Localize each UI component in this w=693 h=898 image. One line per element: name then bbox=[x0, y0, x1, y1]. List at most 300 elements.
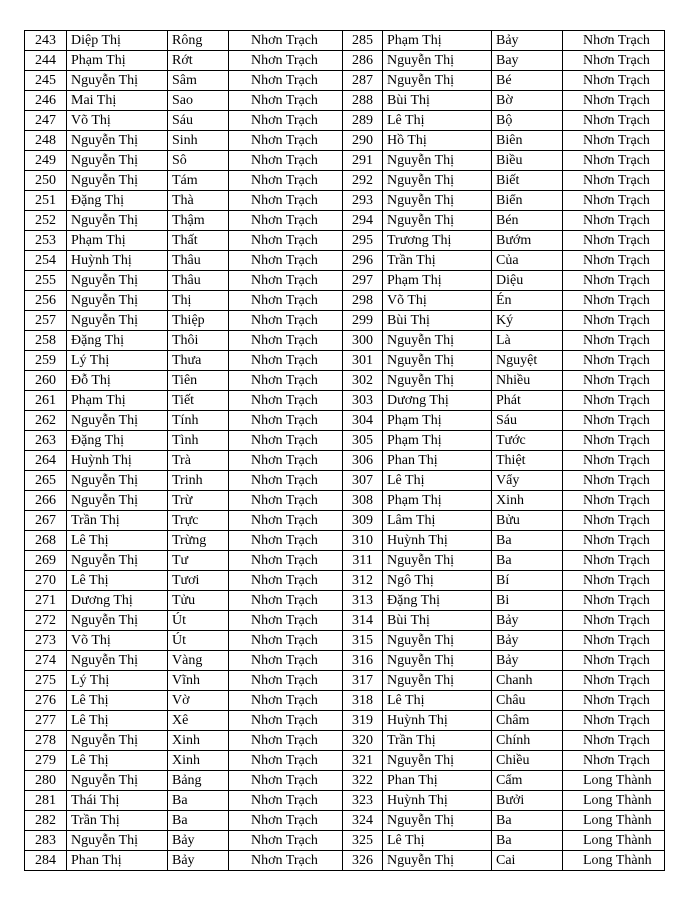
given-name-cell: Biển bbox=[492, 191, 563, 211]
family-name-cell: Nguyễn Thị bbox=[383, 551, 492, 571]
given-name-cell: Tiết bbox=[168, 391, 229, 411]
family-name-cell: Ngô Thị bbox=[383, 571, 492, 591]
district-cell: Nhơn Trạch bbox=[563, 711, 665, 731]
entry-number-cell: 298 bbox=[343, 291, 383, 311]
entry-number-cell: 285 bbox=[343, 31, 383, 51]
district-cell: Nhơn Trạch bbox=[229, 751, 343, 771]
family-name-cell: Phạm Thị bbox=[383, 271, 492, 291]
family-name-cell: Nguyễn Thị bbox=[67, 491, 168, 511]
family-name-cell: Nguyễn Thị bbox=[67, 831, 168, 851]
district-cell: Nhơn Trạch bbox=[229, 651, 343, 671]
district-cell: Nhơn Trạch bbox=[229, 691, 343, 711]
given-name-cell: Thậm bbox=[168, 211, 229, 231]
given-name-cell: Ba bbox=[492, 531, 563, 551]
given-name-cell: Trực bbox=[168, 511, 229, 531]
district-cell: Nhơn Trạch bbox=[229, 151, 343, 171]
district-cell: Nhơn Trạch bbox=[563, 651, 665, 671]
family-name-cell: Nguyễn Thị bbox=[383, 851, 492, 871]
family-name-cell: Nguyễn Thị bbox=[67, 611, 168, 631]
given-name-cell: Bửu bbox=[492, 511, 563, 531]
entry-number-cell: 320 bbox=[343, 731, 383, 751]
entry-number-cell: 299 bbox=[343, 311, 383, 331]
entry-number-cell: 293 bbox=[343, 191, 383, 211]
table-row bbox=[25, 471, 665, 491]
entry-number-cell: 259 bbox=[25, 351, 67, 371]
entry-number-cell: 309 bbox=[343, 511, 383, 531]
given-name-cell: Cẩm bbox=[492, 771, 563, 791]
entry-number-cell: 322 bbox=[343, 771, 383, 791]
given-name-cell: Trinh bbox=[168, 471, 229, 491]
family-name-cell: Diệp Thị bbox=[67, 31, 168, 51]
family-name-cell: Phạm Thị bbox=[67, 231, 168, 251]
table-row bbox=[25, 211, 665, 231]
family-name-cell: Lâm Thị bbox=[383, 511, 492, 531]
entry-number-cell: 324 bbox=[343, 811, 383, 831]
entry-number-cell: 290 bbox=[343, 131, 383, 151]
entry-number-cell: 243 bbox=[25, 31, 67, 51]
family-name-cell: Dương Thị bbox=[383, 391, 492, 411]
table-row bbox=[25, 571, 665, 591]
family-name-cell: Nguyễn Thị bbox=[383, 371, 492, 391]
district-cell: Nhơn Trạch bbox=[563, 131, 665, 151]
given-name-cell: Sô bbox=[168, 151, 229, 171]
table-row bbox=[25, 331, 665, 351]
district-cell: Nhơn Trạch bbox=[229, 331, 343, 351]
district-cell: Nhơn Trạch bbox=[229, 91, 343, 111]
table-row bbox=[25, 51, 665, 71]
entry-number-cell: 314 bbox=[343, 611, 383, 631]
given-name-cell: Sáu bbox=[168, 111, 229, 131]
district-cell: Nhơn Trạch bbox=[229, 671, 343, 691]
family-name-cell: Nguyễn Thị bbox=[383, 71, 492, 91]
family-name-cell: Nguyễn Thị bbox=[383, 51, 492, 71]
given-name-cell: Ba bbox=[492, 811, 563, 831]
table-row bbox=[25, 531, 665, 551]
entry-number-cell: 274 bbox=[25, 651, 67, 671]
table-row bbox=[25, 551, 665, 571]
family-name-cell: Lê Thị bbox=[383, 831, 492, 851]
family-name-cell: Nguyễn Thị bbox=[67, 171, 168, 191]
given-name-cell: Xê bbox=[168, 711, 229, 731]
entry-number-cell: 278 bbox=[25, 731, 67, 751]
district-cell: Nhơn Trạch bbox=[229, 471, 343, 491]
family-name-cell: Hồ Thị bbox=[383, 131, 492, 151]
given-name-cell: Cai bbox=[492, 851, 563, 871]
entry-number-cell: 319 bbox=[343, 711, 383, 731]
given-name-cell: Vờ bbox=[168, 691, 229, 711]
family-name-cell: Phan Thị bbox=[383, 451, 492, 471]
table-row bbox=[25, 411, 665, 431]
family-name-cell: Nguyễn Thị bbox=[383, 631, 492, 651]
given-name-cell: Sao bbox=[168, 91, 229, 111]
district-cell: Nhơn Trạch bbox=[229, 451, 343, 471]
district-cell: Nhơn Trạch bbox=[563, 671, 665, 691]
given-name-cell: Ba bbox=[168, 811, 229, 831]
given-name-cell: Chanh bbox=[492, 671, 563, 691]
family-name-cell: Nguyễn Thị bbox=[67, 311, 168, 331]
district-cell: Nhơn Trạch bbox=[563, 151, 665, 171]
entry-number-cell: 288 bbox=[343, 91, 383, 111]
given-name-cell: Bướm bbox=[492, 231, 563, 251]
entry-number-cell: 277 bbox=[25, 711, 67, 731]
district-cell: Nhơn Trạch bbox=[229, 271, 343, 291]
district-cell: Nhơn Trạch bbox=[563, 351, 665, 371]
given-name-cell: Chiều bbox=[492, 751, 563, 771]
given-name-cell: Bảy bbox=[492, 651, 563, 671]
family-name-cell: Lý Thị bbox=[67, 351, 168, 371]
given-name-cell: Thâu bbox=[168, 251, 229, 271]
family-name-cell: Lê Thị bbox=[383, 471, 492, 491]
district-cell: Nhơn Trạch bbox=[229, 351, 343, 371]
family-name-cell: Trần Thị bbox=[67, 811, 168, 831]
entry-number-cell: 297 bbox=[343, 271, 383, 291]
district-cell: Nhơn Trạch bbox=[563, 51, 665, 71]
table-row bbox=[25, 831, 665, 851]
entry-number-cell: 287 bbox=[343, 71, 383, 91]
entry-number-cell: 323 bbox=[343, 791, 383, 811]
given-name-cell: Út bbox=[168, 631, 229, 651]
given-name-cell: Bé bbox=[492, 71, 563, 91]
family-name-cell: Huỳnh Thị bbox=[67, 451, 168, 471]
district-cell: Nhơn Trạch bbox=[563, 591, 665, 611]
table-row bbox=[25, 671, 665, 691]
family-name-cell: Nguyễn Thị bbox=[67, 131, 168, 151]
table-row bbox=[25, 451, 665, 471]
given-name-cell: Bay bbox=[492, 51, 563, 71]
table-row bbox=[25, 171, 665, 191]
district-cell: Nhơn Trạch bbox=[229, 551, 343, 571]
family-name-cell: Phạm Thị bbox=[67, 51, 168, 71]
entry-number-cell: 295 bbox=[343, 231, 383, 251]
given-name-cell: Rông bbox=[168, 31, 229, 51]
given-name-cell: Vẩy bbox=[492, 471, 563, 491]
family-name-cell: Lê Thị bbox=[67, 571, 168, 591]
family-name-cell: Nguyễn Thị bbox=[383, 211, 492, 231]
entry-number-cell: 286 bbox=[343, 51, 383, 71]
family-name-cell: Huỳnh Thị bbox=[383, 531, 492, 551]
given-name-cell: Ba bbox=[168, 791, 229, 811]
given-name-cell: Thưa bbox=[168, 351, 229, 371]
district-cell: Nhơn Trạch bbox=[563, 431, 665, 451]
table-row bbox=[25, 711, 665, 731]
family-name-cell: Bùi Thị bbox=[383, 91, 492, 111]
table-row bbox=[25, 131, 665, 151]
entry-number-cell: 279 bbox=[25, 751, 67, 771]
family-name-cell: Nguyễn Thị bbox=[67, 551, 168, 571]
table-row bbox=[25, 811, 665, 831]
entry-number-cell: 271 bbox=[25, 591, 67, 611]
given-name-cell: Bí bbox=[492, 571, 563, 591]
entry-number-cell: 305 bbox=[343, 431, 383, 451]
given-name-cell: Thiệt bbox=[492, 451, 563, 471]
given-name-cell: Bưởi bbox=[492, 791, 563, 811]
table-row bbox=[25, 151, 665, 171]
given-name-cell: Xinh bbox=[492, 491, 563, 511]
entry-number-cell: 315 bbox=[343, 631, 383, 651]
district-cell: Long Thành bbox=[563, 791, 665, 811]
given-name-cell: Của bbox=[492, 251, 563, 271]
district-cell: Nhơn Trạch bbox=[563, 571, 665, 591]
entry-number-cell: 264 bbox=[25, 451, 67, 471]
table-row bbox=[25, 751, 665, 771]
district-cell: Nhơn Trạch bbox=[563, 751, 665, 771]
given-name-cell: Bảy bbox=[492, 631, 563, 651]
district-cell: Nhơn Trạch bbox=[563, 511, 665, 531]
entry-number-cell: 262 bbox=[25, 411, 67, 431]
family-name-cell: Đặng Thị bbox=[67, 191, 168, 211]
family-name-cell: Lê Thị bbox=[67, 711, 168, 731]
entry-number-cell: 254 bbox=[25, 251, 67, 271]
entry-number-cell: 289 bbox=[343, 111, 383, 131]
given-name-cell: Bảy bbox=[168, 851, 229, 871]
district-cell: Nhơn Trạch bbox=[229, 431, 343, 451]
district-cell: Nhơn Trạch bbox=[563, 531, 665, 551]
district-cell: Nhơn Trạch bbox=[229, 371, 343, 391]
entry-number-cell: 306 bbox=[343, 451, 383, 471]
family-name-cell: Lý Thị bbox=[67, 671, 168, 691]
district-cell: Nhơn Trạch bbox=[229, 491, 343, 511]
family-name-cell: Võ Thị bbox=[67, 631, 168, 651]
given-name-cell: Trừ bbox=[168, 491, 229, 511]
given-name-cell: Út bbox=[168, 611, 229, 631]
given-name-cell: Thâu bbox=[168, 271, 229, 291]
district-cell: Long Thành bbox=[563, 851, 665, 871]
given-name-cell: Châm bbox=[492, 711, 563, 731]
entry-number-cell: 292 bbox=[343, 171, 383, 191]
family-name-cell: Nguyễn Thị bbox=[383, 151, 492, 171]
family-name-cell: Trần Thị bbox=[67, 511, 168, 531]
district-cell: Nhơn Trạch bbox=[563, 551, 665, 571]
district-cell: Nhơn Trạch bbox=[229, 391, 343, 411]
district-cell: Nhơn Trạch bbox=[563, 271, 665, 291]
district-cell: Nhơn Trạch bbox=[563, 331, 665, 351]
given-name-cell: Ba bbox=[492, 831, 563, 851]
district-cell: Nhơn Trạch bbox=[229, 611, 343, 631]
family-name-cell: Nguyễn Thị bbox=[383, 671, 492, 691]
entry-number-cell: 302 bbox=[343, 371, 383, 391]
district-cell: Nhơn Trạch bbox=[563, 731, 665, 751]
given-name-cell: Biên bbox=[492, 131, 563, 151]
district-cell: Long Thành bbox=[563, 831, 665, 851]
district-cell: Nhơn Trạch bbox=[229, 311, 343, 331]
given-name-cell: Bảy bbox=[492, 611, 563, 631]
entry-number-cell: 270 bbox=[25, 571, 67, 591]
entry-number-cell: 296 bbox=[343, 251, 383, 271]
given-name-cell: Tước bbox=[492, 431, 563, 451]
given-name-cell: Thiệp bbox=[168, 311, 229, 331]
given-name-cell: Sáu bbox=[492, 411, 563, 431]
district-cell: Nhơn Trạch bbox=[229, 171, 343, 191]
entry-number-cell: 303 bbox=[343, 391, 383, 411]
district-cell: Nhơn Trạch bbox=[229, 791, 343, 811]
district-cell: Nhơn Trạch bbox=[229, 51, 343, 71]
given-name-cell: Vĩnh bbox=[168, 671, 229, 691]
entry-number-cell: 318 bbox=[343, 691, 383, 711]
district-cell: Nhơn Trạch bbox=[229, 531, 343, 551]
family-name-cell: Phạm Thị bbox=[383, 411, 492, 431]
given-name-cell: Thà bbox=[168, 191, 229, 211]
district-cell: Nhơn Trạch bbox=[229, 831, 343, 851]
family-name-cell: Mai Thị bbox=[67, 91, 168, 111]
table-row bbox=[25, 291, 665, 311]
family-name-cell: Lê Thị bbox=[67, 531, 168, 551]
table-row bbox=[25, 691, 665, 711]
district-cell: Nhơn Trạch bbox=[229, 811, 343, 831]
entry-number-cell: 265 bbox=[25, 471, 67, 491]
family-name-cell: Nguyễn Thị bbox=[67, 651, 168, 671]
entry-number-cell: 317 bbox=[343, 671, 383, 691]
district-cell: Nhơn Trạch bbox=[229, 211, 343, 231]
given-name-cell: Xinh bbox=[168, 751, 229, 771]
district-cell: Nhơn Trạch bbox=[229, 591, 343, 611]
district-cell: Nhơn Trạch bbox=[563, 631, 665, 651]
given-name-cell: Tươi bbox=[168, 571, 229, 591]
district-cell: Nhơn Trạch bbox=[563, 391, 665, 411]
table-row bbox=[25, 311, 665, 331]
family-name-cell: Lê Thị bbox=[383, 111, 492, 131]
given-name-cell: Nhiều bbox=[492, 371, 563, 391]
entry-number-cell: 294 bbox=[343, 211, 383, 231]
family-name-cell: Nguyễn Thị bbox=[67, 71, 168, 91]
family-name-cell: Trương Thị bbox=[383, 231, 492, 251]
entry-number-cell: 304 bbox=[343, 411, 383, 431]
district-cell: Nhơn Trạch bbox=[229, 771, 343, 791]
entry-number-cell: 256 bbox=[25, 291, 67, 311]
given-name-cell: Tư bbox=[168, 551, 229, 571]
district-cell: Long Thành bbox=[563, 811, 665, 831]
given-name-cell: Diệu bbox=[492, 271, 563, 291]
family-name-cell: Nguyễn Thị bbox=[383, 811, 492, 831]
entry-number-cell: 273 bbox=[25, 631, 67, 651]
family-name-cell: Nguyễn Thị bbox=[383, 191, 492, 211]
given-name-cell: Thị bbox=[168, 291, 229, 311]
family-name-cell: Phan Thị bbox=[383, 771, 492, 791]
district-cell: Nhơn Trạch bbox=[563, 71, 665, 91]
entry-number-cell: 267 bbox=[25, 511, 67, 531]
family-name-cell: Huỳnh Thị bbox=[67, 251, 168, 271]
district-cell: Nhơn Trạch bbox=[229, 411, 343, 431]
district-cell: Nhơn Trạch bbox=[563, 691, 665, 711]
entry-number-cell: 258 bbox=[25, 331, 67, 351]
family-name-cell: Võ Thị bbox=[383, 291, 492, 311]
entry-number-cell: 263 bbox=[25, 431, 67, 451]
district-cell: Nhơn Trạch bbox=[563, 311, 665, 331]
district-cell: Nhơn Trạch bbox=[229, 571, 343, 591]
given-name-cell: Là bbox=[492, 331, 563, 351]
table-row bbox=[25, 251, 665, 271]
given-name-cell: Bi bbox=[492, 591, 563, 611]
entry-number-cell: 325 bbox=[343, 831, 383, 851]
district-cell: Nhơn Trạch bbox=[229, 851, 343, 871]
given-name-cell: Thất bbox=[168, 231, 229, 251]
entry-number-cell: 250 bbox=[25, 171, 67, 191]
family-name-cell: Võ Thị bbox=[67, 111, 168, 131]
family-name-cell: Phạm Thị bbox=[67, 391, 168, 411]
given-name-cell: Sinh bbox=[168, 131, 229, 151]
given-name-cell: Châu bbox=[492, 691, 563, 711]
table-row bbox=[25, 511, 665, 531]
district-cell: Nhơn Trạch bbox=[563, 251, 665, 271]
given-name-cell: Sâm bbox=[168, 71, 229, 91]
district-cell: Nhơn Trạch bbox=[229, 731, 343, 751]
district-cell: Nhơn Trạch bbox=[229, 251, 343, 271]
entry-number-cell: 253 bbox=[25, 231, 67, 251]
given-name-cell: Biều bbox=[492, 151, 563, 171]
entry-number-cell: 313 bbox=[343, 591, 383, 611]
entry-number-cell: 276 bbox=[25, 691, 67, 711]
family-name-cell: Phạm Thị bbox=[383, 431, 492, 451]
entry-number-cell: 252 bbox=[25, 211, 67, 231]
family-name-cell: Đặng Thị bbox=[383, 591, 492, 611]
family-name-cell: Nguyễn Thị bbox=[383, 331, 492, 351]
table-row bbox=[25, 231, 665, 251]
table-row bbox=[25, 191, 665, 211]
family-name-cell: Huỳnh Thị bbox=[383, 791, 492, 811]
given-name-cell: Thôi bbox=[168, 331, 229, 351]
family-name-cell: Đặng Thị bbox=[67, 331, 168, 351]
district-cell: Nhơn Trạch bbox=[563, 491, 665, 511]
entry-number-cell: 326 bbox=[343, 851, 383, 871]
entry-number-cell: 283 bbox=[25, 831, 67, 851]
family-name-cell: Trần Thị bbox=[383, 251, 492, 271]
family-name-cell: Nguyễn Thị bbox=[67, 771, 168, 791]
district-cell: Nhơn Trạch bbox=[229, 111, 343, 131]
table-row bbox=[25, 351, 665, 371]
family-name-cell: Lê Thị bbox=[67, 751, 168, 771]
table-row bbox=[25, 111, 665, 131]
entry-number-cell: 266 bbox=[25, 491, 67, 511]
table-row bbox=[25, 791, 665, 811]
entry-number-cell: 280 bbox=[25, 771, 67, 791]
entry-number-cell: 247 bbox=[25, 111, 67, 131]
given-name-cell: Trà bbox=[168, 451, 229, 471]
family-name-cell: Trần Thị bbox=[383, 731, 492, 751]
family-name-cell: Bùi Thị bbox=[383, 611, 492, 631]
district-cell: Nhơn Trạch bbox=[229, 31, 343, 51]
given-name-cell: Trừng bbox=[168, 531, 229, 551]
entry-number-cell: 255 bbox=[25, 271, 67, 291]
entry-number-cell: 275 bbox=[25, 671, 67, 691]
entry-number-cell: 249 bbox=[25, 151, 67, 171]
entry-number-cell: 281 bbox=[25, 791, 67, 811]
family-name-cell: Phạm Thị bbox=[383, 31, 492, 51]
district-cell: Nhơn Trạch bbox=[563, 231, 665, 251]
district-cell: Nhơn Trạch bbox=[563, 471, 665, 491]
entry-number-cell: 268 bbox=[25, 531, 67, 551]
table-row bbox=[25, 591, 665, 611]
entry-number-cell: 316 bbox=[343, 651, 383, 671]
district-cell: Nhơn Trạch bbox=[563, 111, 665, 131]
table-row bbox=[25, 851, 665, 871]
table-row bbox=[25, 31, 665, 51]
family-name-cell: Nguyễn Thị bbox=[67, 271, 168, 291]
family-name-cell: Nguyễn Thị bbox=[383, 651, 492, 671]
entry-number-cell: 260 bbox=[25, 371, 67, 391]
given-name-cell: Xinh bbox=[168, 731, 229, 751]
entry-number-cell: 311 bbox=[343, 551, 383, 571]
given-name-cell: Bảy bbox=[168, 831, 229, 851]
entry-number-cell: 284 bbox=[25, 851, 67, 871]
table-row bbox=[25, 631, 665, 651]
given-name-cell: Tính bbox=[168, 411, 229, 431]
family-name-cell: Bùi Thị bbox=[383, 311, 492, 331]
entry-number-cell: 312 bbox=[343, 571, 383, 591]
family-name-cell: Nguyễn Thị bbox=[67, 291, 168, 311]
entry-number-cell: 307 bbox=[343, 471, 383, 491]
given-name-cell: Chính bbox=[492, 731, 563, 751]
district-cell: Nhơn Trạch bbox=[563, 451, 665, 471]
entry-number-cell: 269 bbox=[25, 551, 67, 571]
